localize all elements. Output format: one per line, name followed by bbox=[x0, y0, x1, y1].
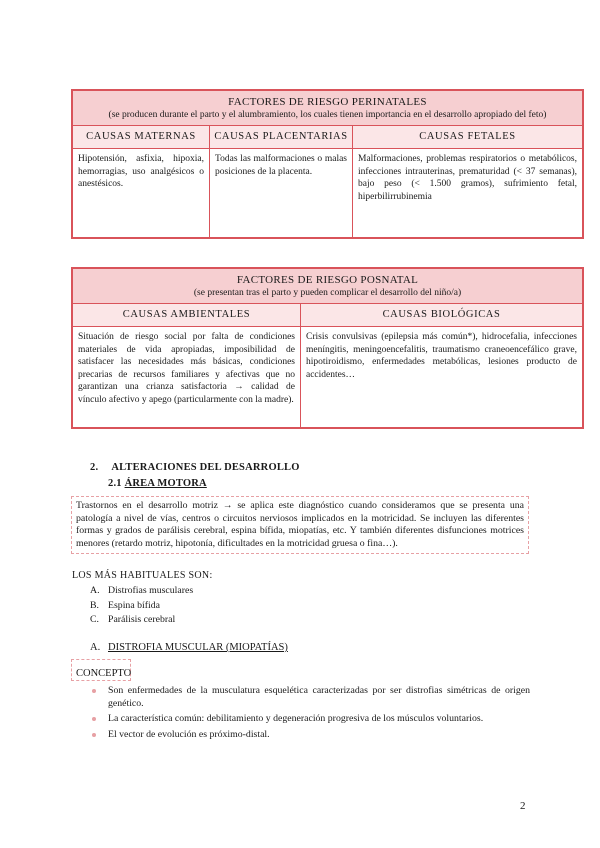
concepto-list bbox=[90, 685, 530, 744]
perinatal-table-header bbox=[73, 91, 582, 126]
posnatal-table-row bbox=[73, 327, 582, 427]
perinatal-table-subtitle: (se producen durante el parto y el alumbramiento, los cuales tienen importancia en el desarrollo apropiado del feto) bbox=[108, 110, 547, 120]
page-number: 2 bbox=[520, 800, 526, 812]
subsection-title: ÁREA MOTORA bbox=[124, 478, 207, 489]
cell-fetales: Malformaciones, problemas respiratorios o metabólicos, infecciones intrauterinas, prematuridad (< 37 semanas), bajo peso (< 1.500 gramos), sufrimiento fetal, hiperbilirrubinemia bbox=[352, 149, 582, 237]
perinatal-column-headers bbox=[73, 126, 582, 149]
posnatal-table-subtitle: (se presentan tras el parto y pueden complicar el desarrollo del niño/a) bbox=[193, 288, 462, 298]
cell-ambientales: Situación de riesgo social por falta de condiciones materiales de vida apropiadas, imposibilidad de satisfacer las necesidades más básicas, condiciones precarias de recursos familiares y afectivas que no garantizan una crianza satisfactoria → calidad de vínculo afectivo y apego (particularmente con la madre). bbox=[78, 332, 295, 405]
list-item: C. Parálisis cerebral bbox=[90, 614, 176, 625]
subsection-number: 2.1 bbox=[108, 478, 122, 489]
column-header-placentarias: CAUSAS PLACENTARIAS bbox=[209, 126, 352, 148]
cell-biologicas: Crisis convulsivas (epilepsia más común*), hidrocefalia, infecciones meníngitis, meningoencefalitis, traumatismo craneoencefálico grave, hipotiroidismo, enfermedades metabólicas, lesiones producto de accidentes… bbox=[300, 327, 582, 427]
section-heading bbox=[90, 462, 300, 473]
list-item: La característica común: debilitamiento y degeneración progresiva de los músculos voluntarios. bbox=[90, 713, 530, 726]
subsection-a-heading bbox=[90, 642, 288, 653]
cell-placentarias: Todas las malformaciones o malas posiciones de la placenta. bbox=[209, 149, 352, 237]
concepto-label: CONCEPTO bbox=[76, 668, 132, 679]
list-item: Son enfermedades de la musculatura esquelética caracterizadas por ser distrofias simétricas de origen genético. bbox=[90, 685, 530, 710]
column-header-biologicas: CAUSAS BIOLÓGICAS bbox=[300, 304, 582, 326]
bullet-icon bbox=[92, 689, 96, 693]
concepto-box bbox=[71, 659, 131, 681]
posnatal-column-headers bbox=[73, 304, 582, 327]
habituales-list bbox=[90, 584, 193, 628]
list-item: El vector de evolución es próximo-distal. bbox=[90, 729, 530, 742]
habituales-label: LOS MÁS HABITUALES SON: bbox=[72, 570, 213, 581]
column-header-ambientales: CAUSAS AMBIENTALES bbox=[122, 309, 251, 320]
cell-maternas: Hipotensión, asfixia, hipoxia, hemorragias, uso analgésicos o anestésicos. bbox=[78, 154, 204, 190]
perinatal-table-row bbox=[73, 149, 582, 237]
perinatal-table-title: FACTORES DE RIESGO PERINATALES bbox=[228, 96, 427, 108]
list-item: B. Espina bífida bbox=[90, 599, 160, 611]
subsection-a-title: DISTROFIA MUSCULAR (MIOPATÍAS) bbox=[108, 642, 288, 653]
section-number: 2. bbox=[90, 462, 99, 473]
subsection-heading bbox=[108, 478, 207, 489]
posnatal-risk-table bbox=[71, 267, 584, 429]
bullet-icon bbox=[92, 733, 96, 737]
column-header-fetales: CAUSAS FETALES bbox=[352, 126, 582, 148]
perinatal-risk-table bbox=[71, 89, 584, 239]
posnatal-table-header bbox=[73, 269, 582, 304]
posnatal-table-title: FACTORES DE RIESGO POSNATAL bbox=[236, 274, 419, 286]
bullet-icon bbox=[92, 717, 96, 721]
subsection-a-marker: A. bbox=[90, 642, 101, 653]
motor-area-intro: Trastornos en el desarrollo motriz → se aplica este diagnóstico cuando consideramos que se presenta una patología a nivel de vías, centros o circuitos nerviosos implicados en la motricidad. Se incluyen las diferentes formas y grados de parálisis cerebral, espina bífida, miopatías, etc. Y también diferentes disfunciones motrices menores (retardo motriz, hipotonía, dificultades en la motricidad gruesa o fina…). bbox=[71, 496, 529, 554]
list-item: A. Distrofias musculares bbox=[90, 585, 194, 596]
section-title: ALTERACIONES DEL DESARROLLO bbox=[111, 462, 300, 473]
column-header-maternas: CAUSAS MATERNAS bbox=[86, 131, 196, 142]
